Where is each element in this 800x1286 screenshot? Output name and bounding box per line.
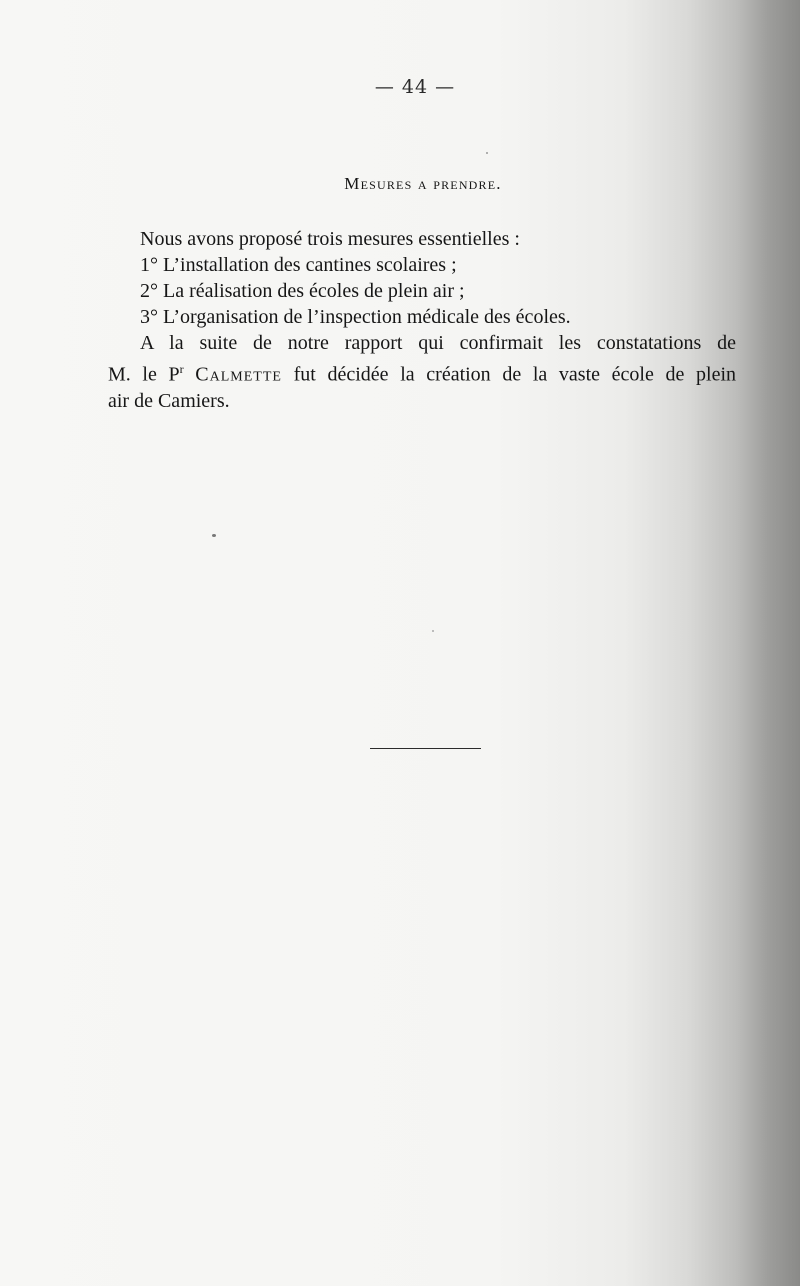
paragraph-line-1: A la suite de notre rapport qui confirmait les constatations de (140, 332, 736, 354)
paragraph-line-2-start: M. le P (108, 363, 180, 386)
professor-superscript: r (179, 362, 184, 376)
intro-line: Nous avons proposé trois mesures essentielles : (140, 228, 520, 250)
measure-item-2: 2° La réalisation des écoles de plein air ; (140, 280, 465, 302)
page-number: — 44 — (374, 76, 456, 98)
paragraph-line-2-end: fut décidée la création de la vaste école de plein (293, 363, 737, 386)
person-name-calmette: Calmette (195, 363, 282, 386)
paragraph-line-3: air de Camiers. (108, 389, 230, 412)
print-speck (432, 630, 434, 632)
measure-item-1: 1° L’installation des cantines scolaires ; (140, 254, 457, 276)
print-speck (212, 534, 216, 537)
end-rule (370, 748, 481, 749)
paragraph-line-2 (108, 356, 736, 388)
body-text (108, 226, 736, 414)
print-speck (486, 152, 488, 154)
section-heading: Mesures a prendre. (344, 174, 502, 193)
measure-item-3: 3° L’organisation de l’inspection médicale des écoles. (140, 306, 571, 328)
